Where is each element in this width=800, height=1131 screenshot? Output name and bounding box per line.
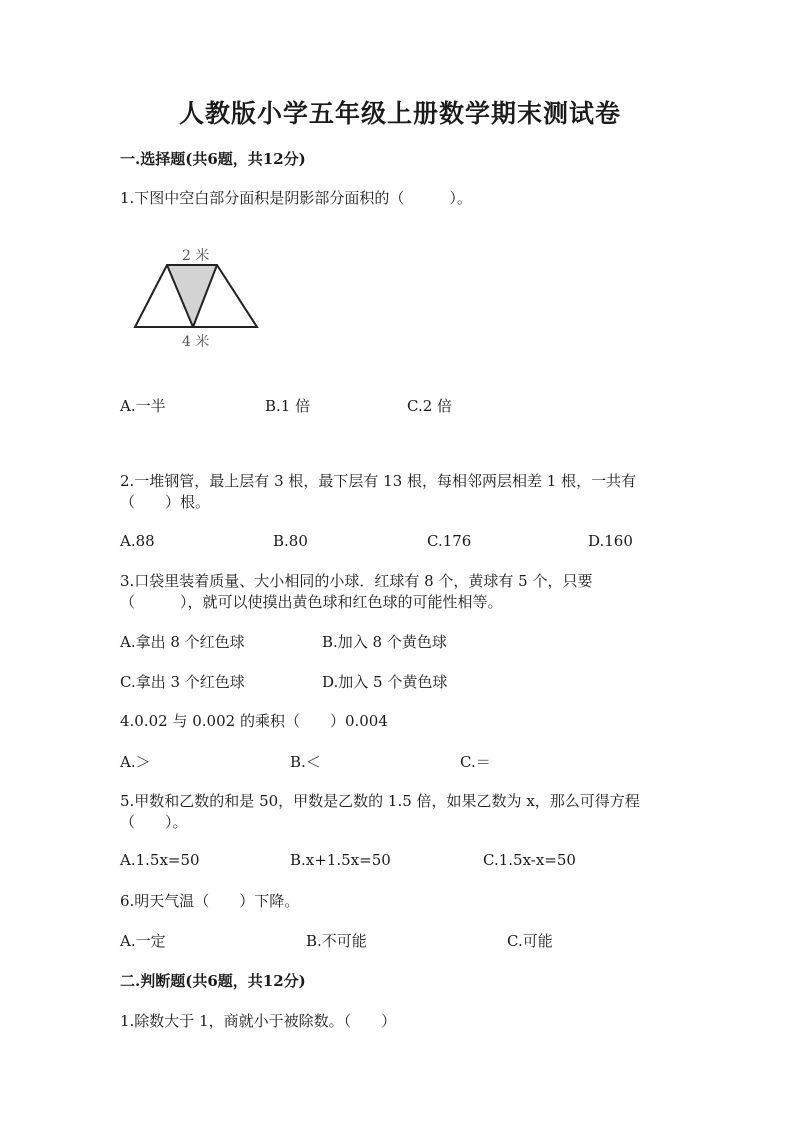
q6-option-b[interactable]: B.不可能: [306, 932, 367, 950]
q3-option-d[interactable]: D.加入 5 个黄色球: [322, 673, 448, 691]
q5-option-c[interactable]: C.1.5x-x=50: [483, 851, 576, 869]
q5-option-a[interactable]: A.1.5x=50: [120, 851, 200, 869]
question-2-line-1: 2.一堆钢管，最上层有 3 根，最下层有 13 根，每相邻两层相差 1 根，一共有: [120, 472, 637, 490]
shaded-triangle: [167, 265, 217, 327]
question-1: 1.下图中空白部分面积是阴影部分面积的（ ）。: [120, 189, 472, 207]
q3-option-c[interactable]: C.拿出 3 个红色球: [120, 673, 245, 691]
q2-option-c[interactable]: C.176: [427, 532, 472, 550]
judgement-question-1: 1.除数大于 1，商就小于被除数。（ ）: [120, 1012, 397, 1030]
q5-option-b[interactable]: B.x+1.5x=50: [290, 851, 391, 869]
question-3-line-1: 3.口袋里装着质量、大小相同的小球．红球有 8 个，黄球有 5 个，只要: [120, 572, 593, 590]
q2-option-b[interactable]: B.80: [273, 532, 308, 550]
q1-option-a[interactable]: A.一半: [120, 397, 166, 415]
q3-option-b[interactable]: B.加入 8 个黄色球: [322, 633, 447, 651]
question-6: 6.明天气温（ ）下降。: [120, 892, 300, 910]
q6-option-c[interactable]: C.可能: [507, 932, 553, 950]
q1-option-c[interactable]: C.2 倍: [407, 397, 453, 415]
q4-option-b[interactable]: B.＜: [290, 753, 321, 771]
q2-option-d[interactable]: D.160: [588, 532, 633, 550]
question-3-line-2: （ ），就可以使摸出黄色球和红色球的可能性相等。: [120, 593, 503, 611]
q3-option-a[interactable]: A.拿出 8 个红色球: [120, 633, 245, 651]
section-choice-heading: 一.选择题(共6题，共12分): [120, 150, 306, 168]
question-5-line-1: 5.甲数和乙数的和是 50，甲数是乙数的 1.5 倍，如果乙数为 x，那么可得方程: [120, 792, 640, 810]
question-5-line-2: （ ）。: [120, 813, 188, 831]
q4-option-c[interactable]: C.＝: [460, 753, 491, 771]
question-4: 4.0.02 与 0.002 的乘积（ ）0.004: [120, 712, 388, 730]
question-2-line-2: （ ）根。: [120, 493, 211, 511]
bottom-length-label: 4 米: [182, 334, 210, 350]
trapezoid-figure: [125, 238, 270, 353]
page-title: 人教版小学五年级上册数学期末测试卷: [178, 99, 621, 128]
q2-option-a[interactable]: A.88: [120, 532, 155, 550]
q1-option-b[interactable]: B.1 倍: [265, 397, 311, 415]
q6-option-a[interactable]: A.一定: [120, 932, 166, 950]
section-judgement-heading: 二.判断题(共6题，共12分): [120, 972, 306, 990]
q4-option-a[interactable]: A.＞: [120, 753, 151, 771]
top-length-label: 2 米: [182, 248, 210, 264]
